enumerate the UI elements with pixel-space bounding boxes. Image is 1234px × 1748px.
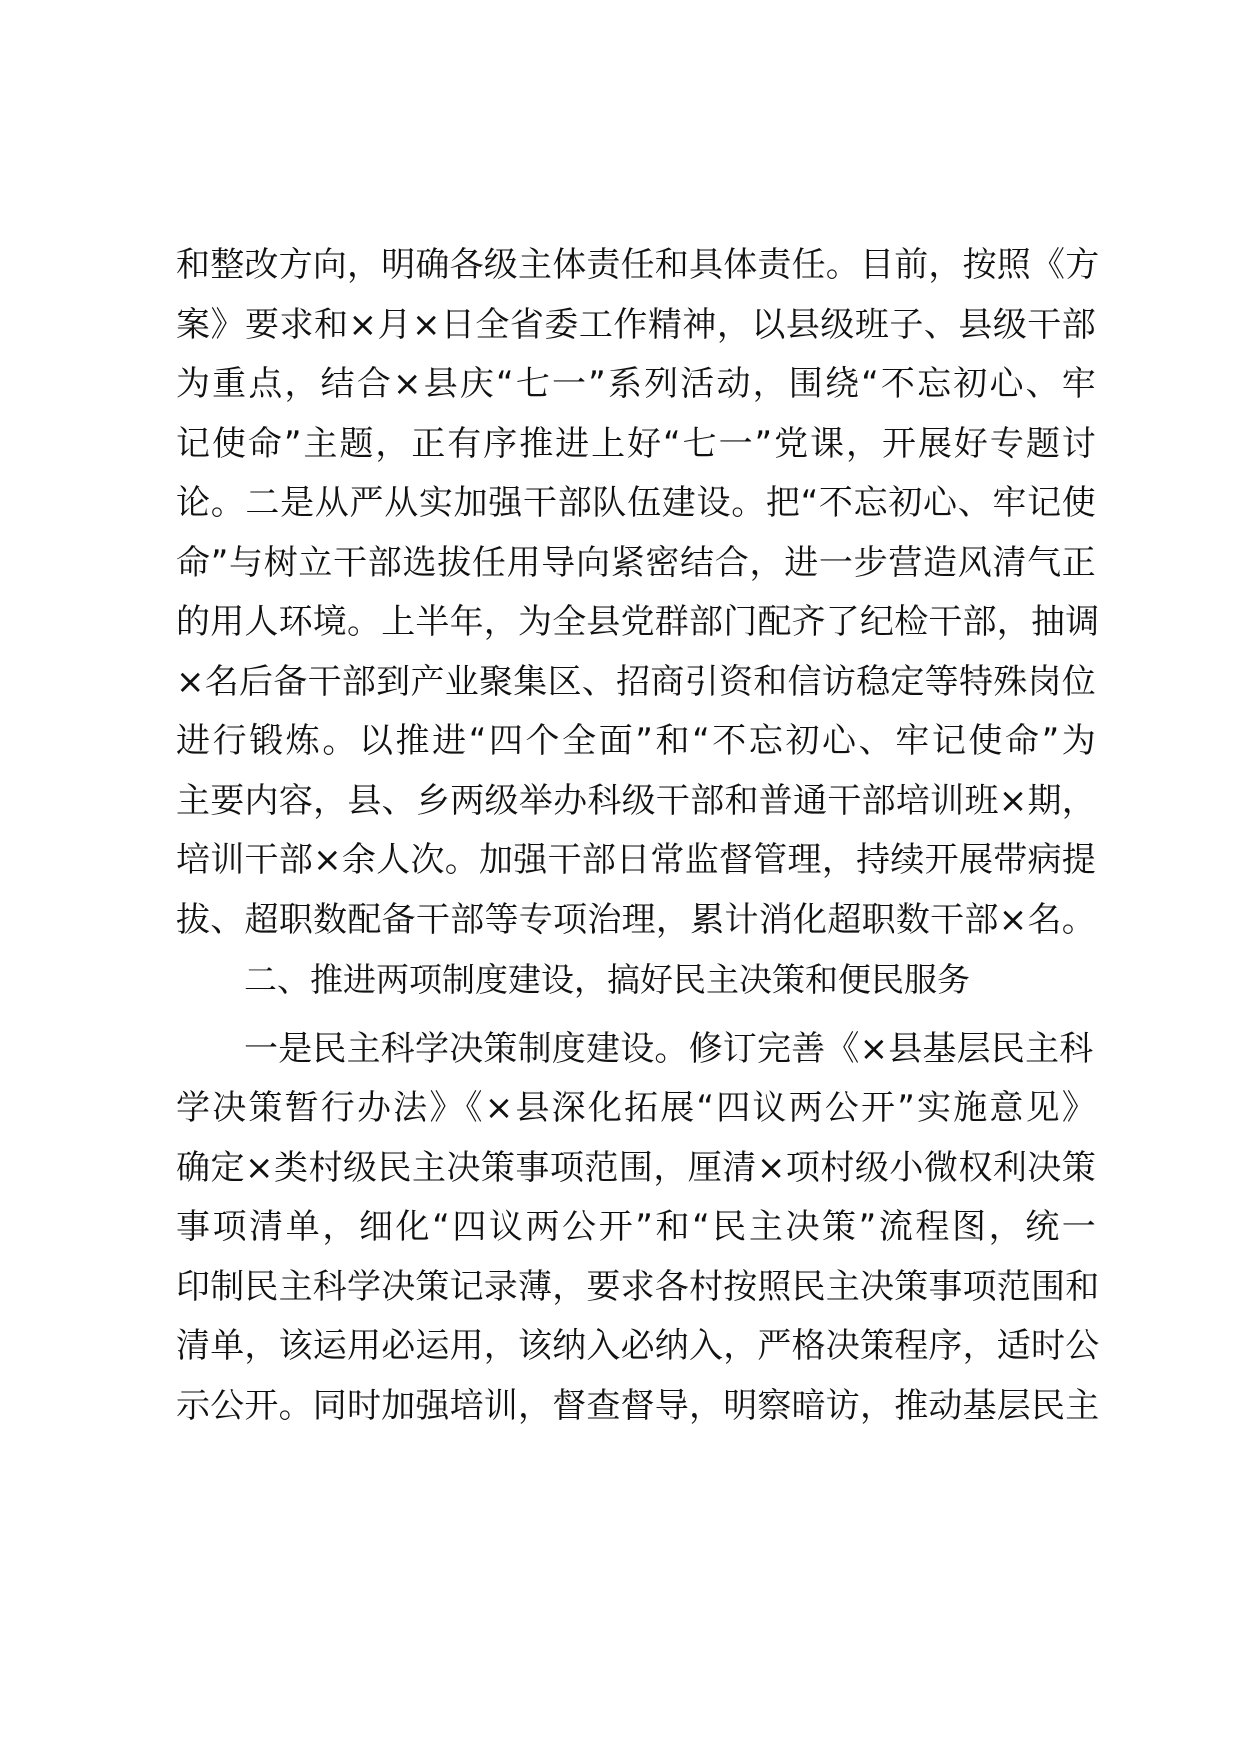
- paragraph-2: [176, 1020, 1100, 1437]
- text-line: 学决策暂行办法》《×县深化拓展“四议两公开”实施意见》: [176, 1088, 1096, 1128]
- text-line: 印制民主科学决策记录薄，要求各村按照民主决策事项范围和: [176, 1266, 1100, 1307]
- text-line: 培训干部×余人次。加强干部日常监督管理，持续开展带病提: [176, 840, 1096, 880]
- text-line: 和整改方向，明确各级主体责任和具体责任。目前，按照《方: [176, 245, 1100, 285]
- text-line: 拔、超职数配备干部等专项治理，累计消化超职数干部×名。: [176, 899, 1096, 940]
- text-line: 示公开。同时加强培训，督查督导，明察暗访，推动基层民主: [176, 1385, 1100, 1426]
- text-line: 事项清单，细化“四议两公开”和“民主决策”流程图，统一: [176, 1207, 1096, 1247]
- text-line: ×名后备干部到产业聚集区、招商引资和信访稳定等特殊岗位: [176, 661, 1096, 702]
- text-line: 清单，该运用必运用，该纳入必纳入，严格决策程序，适时公: [176, 1326, 1100, 1366]
- text-line: 确定×类村级民主决策事项范围，厘清×项村级小微权利决策: [176, 1147, 1096, 1188]
- body-text: [176, 236, 1100, 1436]
- text-line: 命”与树立干部选拔任用导向紧密结合，进一步营造风清气正: [176, 542, 1096, 583]
- text-line: 进行锻炼。以推进“四个全面”和“不忘初心、牢记使命”为: [176, 721, 1096, 761]
- section-heading: 二、推进两项制度建设，搞好民主决策和便民服务: [244, 960, 970, 999]
- text-line: 主要内容，县、乡两级举办科级干部和普通干部培训班×期，: [176, 780, 1096, 821]
- text-line: 论。二是从严从实加强干部队伍建设。把“不忘初心、牢记使: [176, 483, 1096, 523]
- paragraph-1: [176, 236, 1100, 950]
- text-line: 记使命”主题，正有序推进上好“七一”党课，开展好专题讨: [176, 423, 1096, 464]
- text-line: 为重点，结合×县庆“七一”系列活动，围绕“不忘初心、牢: [176, 364, 1096, 404]
- text-line: 的用人环境。上半年，为全县党群部门配齐了纪检干部，抽调: [176, 602, 1100, 642]
- text-line: 一是民主科学决策制度建设。修订完善《×县基层民主科: [244, 1028, 1094, 1069]
- text-line: 案》要求和×月×日全省委工作精神，以县级班子、县级干部: [176, 304, 1096, 345]
